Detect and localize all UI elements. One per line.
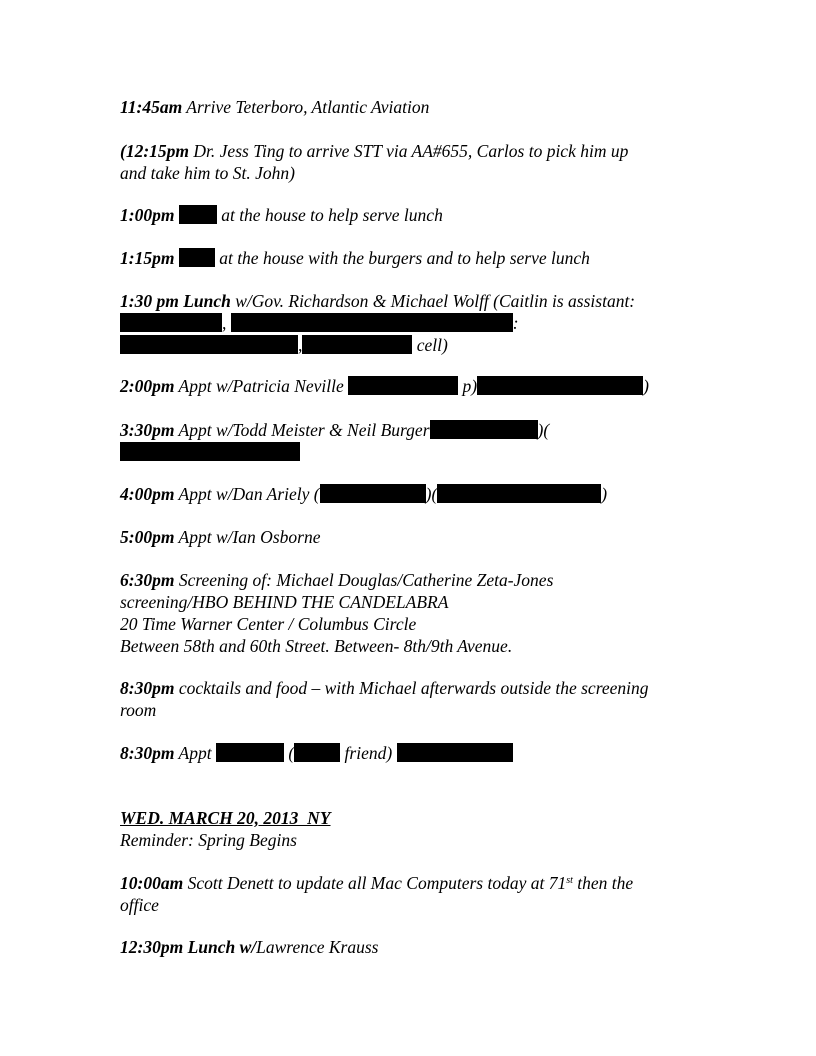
separator: ,	[298, 335, 303, 355]
entry-time: 10:00am	[120, 873, 184, 893]
entry-text: Appt	[178, 743, 212, 763]
entry-text-friend: friend	[344, 743, 387, 763]
redaction	[120, 313, 222, 332]
entry-text-line2: screening/HBO BEHIND THE CANDELABRA	[120, 592, 449, 612]
entry-text: Appt w/Dan Ariely (	[178, 484, 320, 504]
entry-text: Appt w/Ian Osborne	[178, 527, 321, 547]
redaction	[477, 376, 643, 395]
entry-1000	[120, 872, 710, 916]
entry-text: Arrive Teterboro, Atlantic Aviation	[186, 97, 430, 117]
entry-text-line4: Between 58th and 60th Street. Between- 8th/9th Avenue.	[120, 636, 513, 656]
entry-time: 1:15pm	[120, 248, 175, 268]
redaction	[231, 313, 513, 332]
entry-text-line2: and take him to St. John)	[120, 163, 295, 183]
separator: :	[512, 313, 519, 333]
entry-1230	[120, 936, 710, 958]
entry-time: 1:30 pm Lunch	[120, 291, 231, 311]
entry-paren: )	[601, 484, 608, 504]
redaction	[397, 743, 513, 762]
entry-100	[120, 204, 710, 226]
redaction	[120, 442, 300, 461]
entry-400	[120, 483, 710, 505]
entry-time: 4:00pm	[120, 484, 175, 504]
entry-time: 12:30pm Lunch w/	[120, 937, 257, 957]
date-heading: WED. MARCH 20, 2013 NY	[120, 808, 331, 828]
entry-text-tail: cell)	[416, 335, 448, 355]
entry-text-line1-tail: then the	[572, 873, 634, 893]
redaction	[179, 205, 217, 224]
redaction	[320, 484, 426, 503]
entry-paren: )	[643, 376, 649, 396]
entry-text-line1: Scott Denett to update all Mac Computers today at 71	[187, 873, 567, 893]
separator: ,	[222, 313, 227, 333]
entry-330	[120, 419, 710, 463]
entry-time: 12:15pm	[125, 141, 190, 161]
ordinal-suffix: st	[566, 875, 573, 886]
entry-time: 8:30pm	[120, 678, 175, 698]
entry-text: Appt w/Todd Meister & Neil Burger	[178, 420, 430, 440]
entry-time: 3:30pm	[120, 420, 175, 440]
entry-text-line1: Screening of: Michael Douglas/Catherine Zeta-Jones	[178, 570, 554, 590]
entry-630	[120, 569, 710, 657]
reminder-text: Reminder: Spring Begins	[120, 830, 297, 850]
entry-text-line3: 20 Time Warner Center / Columbus Circle	[120, 614, 417, 634]
entry-paren: )	[386, 743, 393, 763]
entry-text-line1: w/Gov. Richardson & Michael Wolff (Caitlin is assistant:	[235, 291, 636, 311]
entry-text-line2: office	[120, 895, 159, 915]
entry-text-line2: room	[120, 700, 157, 720]
entry-paren: (	[288, 743, 295, 763]
entry-text-line1: Dr. Jess Ting to arrive STT via AA#655, Carlos to pick him up	[193, 141, 629, 161]
entry-time: 11:45am	[120, 97, 183, 117]
entry-130-lunch	[120, 290, 710, 356]
entry-time: 6:30pm	[120, 570, 175, 590]
entry-time: 8:30pm	[120, 743, 175, 763]
entry-text: at the house to help serve lunch	[221, 205, 443, 225]
entry-text: at the house with the burgers and to help serve lunch	[219, 248, 590, 268]
entry-text-mid: )(	[537, 420, 550, 440]
entry-time: 1:00pm	[120, 205, 175, 225]
redaction	[216, 743, 284, 762]
entry-1145	[120, 96, 710, 118]
entry-text: Lawrence Krauss	[256, 937, 379, 957]
entry-text-mid: )(	[425, 484, 438, 504]
entry-1215	[120, 140, 710, 184]
entry-200	[120, 375, 710, 397]
entry-830-appt	[120, 742, 710, 764]
entry-time: 5:00pm	[120, 527, 175, 547]
entry-text-line1: cocktails and food – with Michael afterwards outside the screening	[178, 678, 649, 698]
redaction	[179, 248, 215, 267]
entry-text: Appt w/Patricia Neville	[178, 376, 344, 396]
entry-text-mid: p)	[462, 376, 478, 396]
entry-paren: (	[120, 141, 126, 161]
entry-115	[120, 247, 710, 269]
redaction	[348, 376, 458, 395]
entry-500	[120, 526, 710, 548]
redaction	[430, 420, 538, 439]
redaction	[120, 335, 298, 354]
entry-830-cocktails	[120, 677, 710, 721]
redaction	[294, 743, 340, 762]
redaction	[302, 335, 412, 354]
date-block	[120, 807, 710, 851]
entry-time: 2:00pm	[120, 376, 175, 396]
redaction	[437, 484, 601, 503]
